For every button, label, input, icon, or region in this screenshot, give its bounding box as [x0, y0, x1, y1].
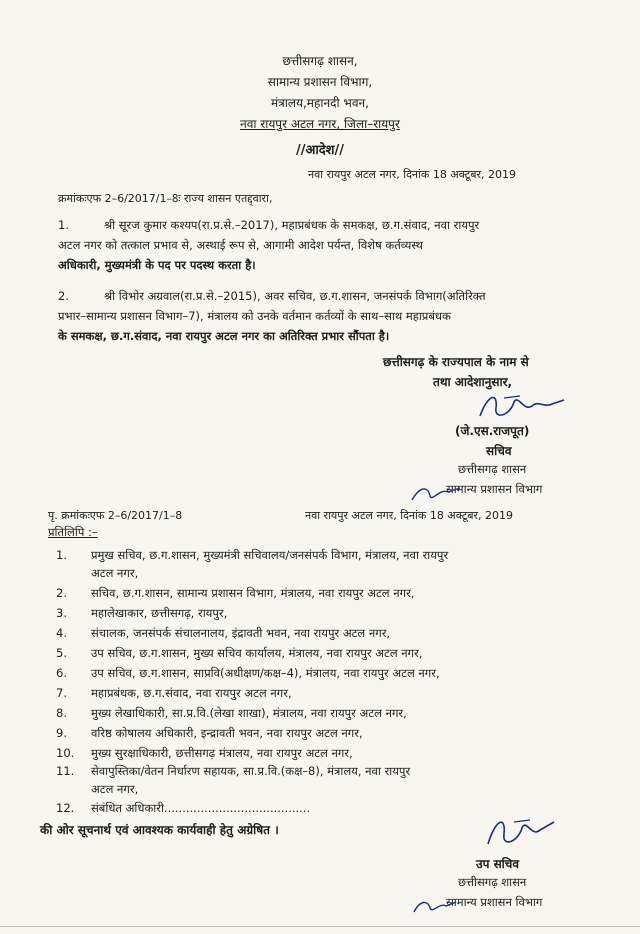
initials-mark-icon — [410, 894, 460, 918]
copy-item-text: महालेखाकार, छत्तीसगढ़, रायपुर, — [91, 606, 228, 620]
copy-item-text: सचिव, छ.ग.शासन, सामान्य प्रशासन विभाग, मंत्रालय, नवा रायपुर अटल नगर, — [91, 586, 415, 600]
copy-item-number: 6. — [56, 666, 67, 680]
order-date: नवा रायपुर अटल नगर, दिनांक 18 अक्टूबर, 2019 — [308, 168, 517, 181]
secretary-govt: छत्तीसगढ़ शासन — [458, 462, 527, 476]
copy-item-number: 10. — [56, 746, 75, 760]
para2-line: श्री विभोर अग्रवाल(रा.प्र.से.–2015), अवर सचिव, छ.ग.शासन, जनसंपर्क विभाग(अतिरिक्त — [104, 289, 486, 303]
copy-label: प्रतिलिपि :– — [48, 525, 98, 539]
copy-item-number: 2. — [56, 586, 67, 600]
copy-item-text: महाप्रबंधक, छ.ग.संवाद, नवा रायपुर अटल नगर, — [91, 686, 292, 700]
secretary-name: (जे.एस.राजपूत) — [455, 424, 530, 438]
para1-number: 1. — [58, 218, 69, 232]
secretary-dept: सामान्य प्रशासन विभाग — [446, 482, 543, 496]
endorsement-date: नवा रायपुर अटल नगर, दिनांक 18 अक्टूबर, 2019 — [305, 509, 514, 522]
closing-line: की ओर सूचनार्थ एवं आवश्यक कार्यवाही हेतु अग्रेषित । — [40, 823, 279, 837]
copy-item-number: 4. — [56, 626, 67, 640]
copy-item-text: उप सचिव, छ.ग.शासन, साप्रवि(अधीक्षण/कक्ष–4), मंत्रालय, नवा रायपुर अटल नगर, — [91, 666, 440, 680]
initials-mark-icon — [408, 482, 464, 506]
copy-item-number: 7. — [56, 686, 67, 700]
authority-line: छत्तीसगढ़ के राज्यपाल के नाम से — [383, 355, 529, 369]
copy-item-text: संचालक, जनसंपर्क संचालनालय, इंद्रावती भवन, नवा रायपुर अटल नगर, — [91, 626, 391, 640]
copy-item-number: 5. — [56, 646, 67, 660]
copy-item-text: मुख्य सुरक्षाधिकारी, छत्तीसगढ़ मंत्रालय, नवा रायपुर अटल नगर, — [91, 746, 353, 760]
copy-item-text: वरिष्ठ कोषालय अधिकारी, इन्द्रावती भवन, नवा रायपुर अटल नगर, — [91, 726, 363, 740]
copy-item-text: उप सचिव, छ.ग.शासन, मुख्य सचिव कार्यालय, मंत्रालय, नवा रायपुर अटल नगर, — [91, 646, 423, 660]
copy-item-number: 1. — [56, 548, 67, 562]
order-title: //आदेश// — [295, 143, 345, 158]
copy-item-number: 8. — [56, 706, 67, 720]
para2-number: 2. — [58, 289, 69, 303]
header-dept: सामान्य प्रशासन विभाग, — [267, 75, 373, 89]
para1-line: अटल नगर को तत्काल प्रभाव से, अस्थाई रूप से, आगामी आदेश पर्यन्त, विशेष कर्तव्यस्थ — [58, 238, 423, 252]
para1-line: अधिकारी, मुख्यमंत्री के पद पर पदस्थ करता है। — [58, 258, 256, 272]
copy-item-text: अटल नगर, — [91, 782, 139, 796]
header-office: मंत्रालय,महानदी भवन, — [270, 96, 369, 110]
copy-item-number: 9. — [56, 726, 67, 740]
order-reference: क्रमांकःएफ 2–6/2017/1–8ः राज्य शासन एतद्द्वारा, — [58, 192, 273, 205]
copy-item-number: 12. — [56, 801, 75, 815]
secretary-title: सचिव — [486, 444, 512, 458]
copy-item-number: 3. — [56, 606, 67, 620]
copy-item-text: मुख्य लेखाधिकारी, सा.प्र.वि.(लेखा शाखा), मंत्रालय, नवा रायपुर अटल नगर, — [91, 706, 407, 720]
header-location: नवा रायपुर अटल नगर, जिला–रायपुर — [240, 117, 400, 131]
deputy-govt: छत्तीसगढ़ शासन — [458, 875, 527, 889]
copy-item-number: 11. — [56, 764, 75, 778]
copy-item-text: सेवापुस्तिका/वेतन निर्धारण सहायक, सा.प्र.वि.(कक्ष–8), मंत्रालय, नवा रायपुर — [91, 764, 411, 778]
copy-item-text: संबंधित अधिकारी........................................ — [91, 801, 311, 815]
para2-line: के समकक्ष, छ.ग.संवाद, नवा रायपुर अटल नगर का अतिरिक्त प्रभार सौंपता है। — [58, 329, 390, 343]
header-govt: छत्तीसगढ़ शासन, — [282, 54, 358, 68]
secretary-signature-icon — [474, 386, 570, 424]
para1-line: श्री सूरज कुमार कश्यप(रा.प्र.से.–2017), महाप्रबंधक के समकक्ष, छ.ग.संवाद, नवा रायपुर — [104, 218, 480, 232]
copy-item-text: प्रमुख सचिव, छ.ग.शासन, मुख्यमंत्री सचिवालय/जनसंपर्क विभाग, मंत्रालय, नवा रायपुर — [91, 548, 449, 562]
deputy-title: उप सचिव — [476, 857, 520, 871]
para2-line: प्रभार–सामान्य प्रशासन विभाग–7), मंत्रालय को उनके वर्तमान कर्तव्यों के साथ–साथ महाप्रबंधक — [58, 309, 451, 323]
page-edge-divider — [0, 926, 640, 927]
deputy-signature-icon — [480, 808, 560, 852]
deputy-dept: सामान्य प्रशासन विभाग — [446, 895, 543, 909]
copy-item-text: अटल नगर, — [91, 566, 139, 580]
authority-line: तथा आदेशानुसार, — [433, 375, 513, 389]
endorsement-reference: पृ. क्रमांकःएफ 2–6/2017/1–8 — [48, 509, 183, 522]
